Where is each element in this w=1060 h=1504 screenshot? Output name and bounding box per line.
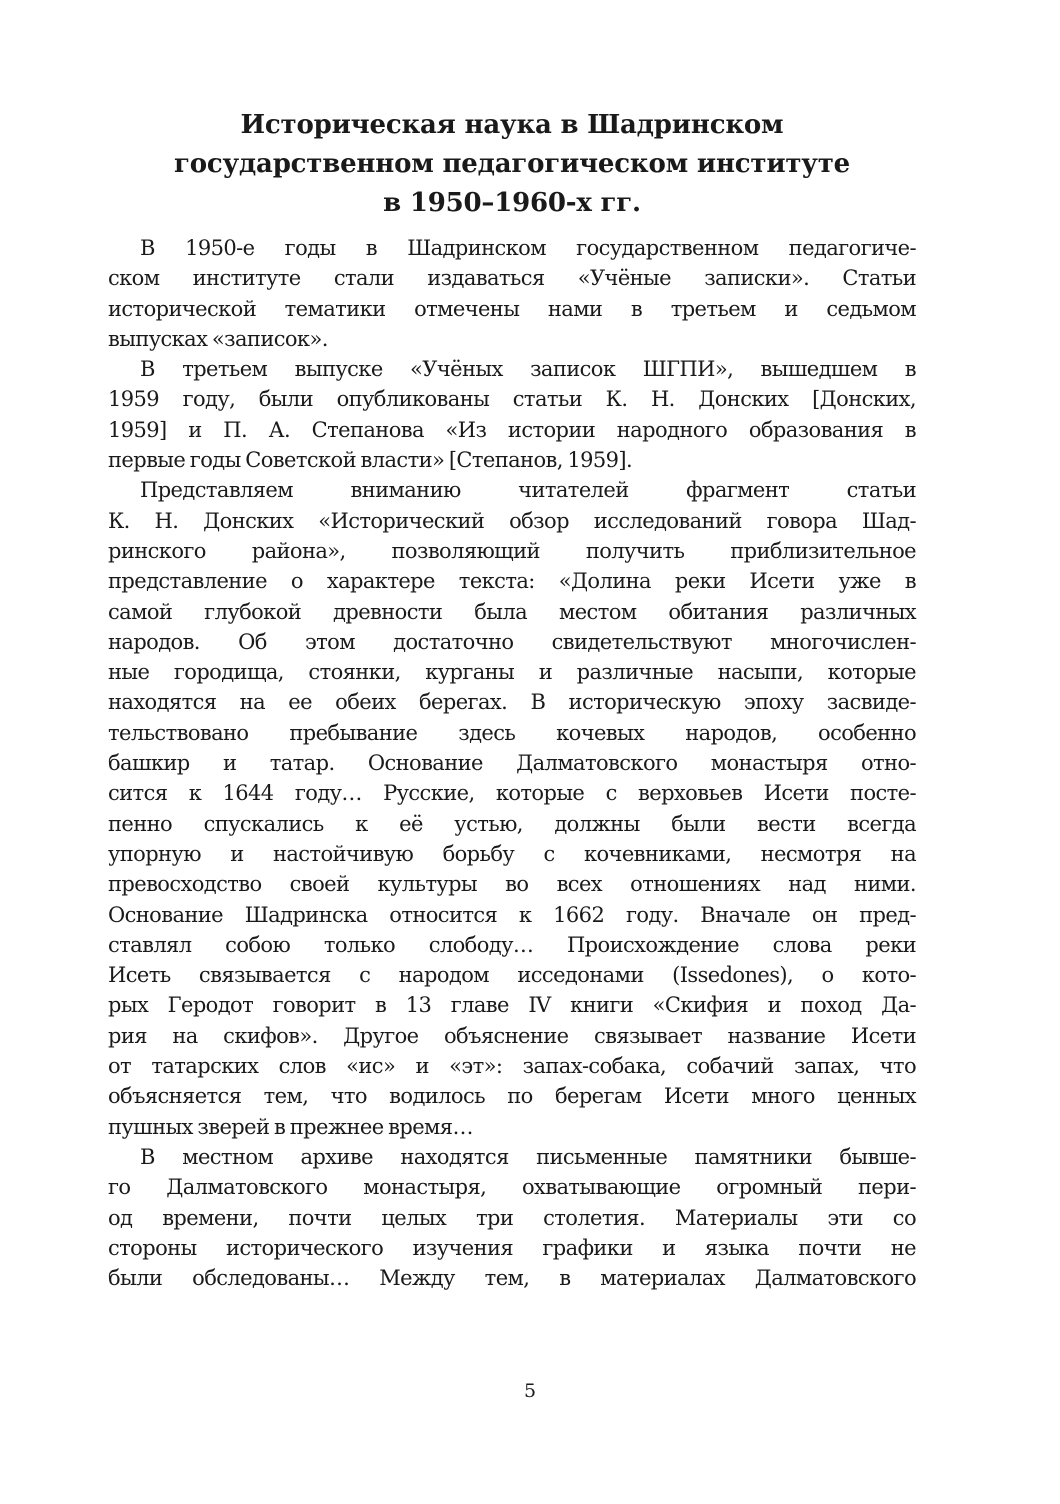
text-line: сится к 1644 году… Русские, которые с верховьев Исети посте- [108, 781, 916, 806]
paragraph-4 [108, 1142, 916, 1293]
text-line: рия на скифов». Другое объяснение связывает название Исети [108, 1023, 916, 1048]
text-line: К. Н. Донских «Исторический обзор исследований говора Шад- [108, 508, 916, 533]
text-line: превосходство своей культуры во всех отношениях над ними. [108, 872, 916, 897]
paragraph-3 [108, 475, 916, 1142]
text-line: объясняется тем, что водилось по берегам Исети много ценных [108, 1084, 916, 1109]
title-line: Историческая наука в Шадринском [240, 110, 784, 140]
text-line: В местном архиве находятся письменные памятники бывше- [140, 1144, 916, 1169]
text-line: находятся на ее обеих берегах. В историческую эпоху засвиде- [108, 690, 916, 715]
text-line: представление о характере текста: «Долина реки Исети уже в [108, 569, 916, 594]
text-line: башкир и татар. Основание Далматовского монастыря отно- [108, 751, 916, 776]
text-line: тельствовано пребывание здесь кочевых народов, особенно [108, 720, 916, 745]
text-line: Исеть связывается с народом исседонами (Issedones), о кото- [108, 963, 916, 988]
chapter-title [108, 106, 916, 223]
text-line: ные городища, стоянки, курганы и различные насыпи, которые [108, 660, 916, 685]
text-line: упорную и настойчивую борьбу с кочевниками, несмотря на [108, 841, 916, 866]
text-line: В 1950-е годы в Шадринском государственном педагогиче- [140, 236, 916, 260]
text-line: го Далматовского монастыря, охватывающие огромный пери- [108, 1175, 916, 1200]
text-line: пушных зверей в прежнее время… [108, 1114, 473, 1139]
text-line: самой глубокой древности была местом обитания различных [108, 599, 916, 624]
paragraph-2 [108, 354, 916, 475]
text-line: 1959] и П. А. Степанова «Из истории народного образования в [108, 417, 916, 442]
text-line: исторической тематики отмечены нами в третьем и седьмом [108, 296, 916, 321]
text-line: народов. Об этом достаточно свидетельствуют многочислен- [108, 629, 916, 654]
text-line: от татарских слов «ис» и «эт»: запах-собака, собачий запах, что [108, 1054, 916, 1079]
text-line: были обследованы… Между тем, в материалах Далматовского [108, 1266, 916, 1291]
text-line: ринского района», позволяющий получить приблизительное [108, 538, 916, 563]
page-content [108, 106, 916, 1293]
text-line: Представляем вниманию читателей фрагмент статьи [140, 478, 916, 503]
text-line: стороны исторического изучения графики и языка почти не [108, 1235, 916, 1260]
text-line: од времени, почти целых три столетия. Материалы эти со [108, 1205, 916, 1230]
title-line: в 1950–1960-х гг. [383, 188, 641, 218]
title-line: государственном педагогическом институте [173, 149, 851, 179]
text-line: ставлял собою только слободу… Происхождение слова реки [108, 932, 916, 957]
text-line: Основание Шадринска относится к 1662 году. Вначале он пред- [108, 902, 916, 927]
page-number: 5 [523, 1380, 537, 1402]
text-line: рых Геродот говорит в 13 главе IV книги «Скифия и поход Да- [108, 993, 916, 1018]
text-line: В третьем выпуске «Учёных записок ШГПИ», вышедшем в [140, 357, 916, 382]
text-line: 1959 году, были опубликованы статьи К. Н. Донских [Донских, [108, 387, 916, 412]
text-line: первые годы Советской власти» [Степанов, 1959]. [108, 448, 633, 473]
text-line: ском институте стали издаваться «Учёные записки». Статьи [108, 266, 916, 291]
text-line: выпусках «записок». [108, 326, 328, 351]
text-line: пенно спускались к её устью, должны были вести всегда [108, 811, 916, 836]
paragraph-1 [108, 233, 916, 354]
